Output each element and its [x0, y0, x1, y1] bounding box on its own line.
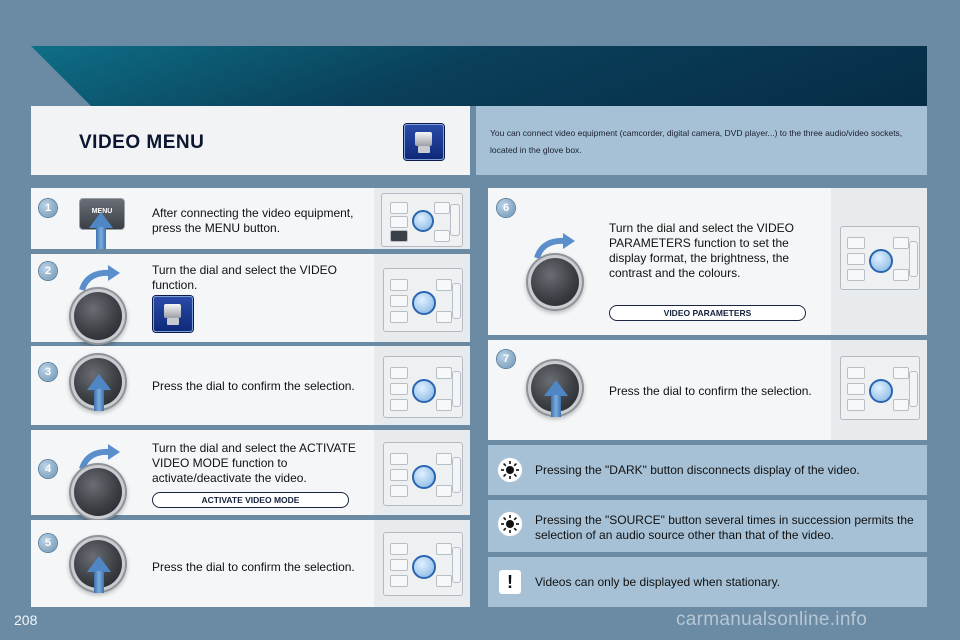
dial-knob [74, 468, 122, 516]
page-number: 208 [14, 612, 38, 628]
step-7-badge: 7 [497, 350, 515, 368]
step-2-badge: 2 [39, 262, 57, 280]
control-panel [840, 356, 920, 420]
turn-arrow-icon [78, 443, 122, 471]
step-3-badge: 3 [39, 363, 57, 381]
sun-icon [498, 512, 522, 536]
note-stationary [488, 557, 927, 607]
note-dark-text: Pressing the "DARK" button disconnects display of the video. [535, 463, 860, 477]
dial-knob [531, 258, 579, 306]
turn-arrow-icon [78, 264, 122, 292]
step-7-text: Press the dial to confirm the selection. [609, 384, 812, 398]
banner-corner [31, 46, 91, 106]
menu-button-illustration: MENU [79, 198, 125, 230]
control-panel [383, 268, 463, 332]
watermark: carmanualsonline.info [676, 609, 868, 630]
sun-icon [498, 458, 522, 482]
step-6-text: Turn the dial and select the VIDEO PARAMETERS function to set the display format, the brightness, the contrast and the colours. [609, 221, 794, 280]
step-1-badge: 1 [39, 199, 57, 217]
page-title: VIDEO MENU [79, 132, 205, 153]
title-box [31, 106, 470, 175]
intro-box [476, 106, 927, 175]
note-dark [488, 445, 927, 495]
step-5-badge: 5 [39, 534, 57, 552]
control-panel [383, 356, 463, 418]
step-5-text: Press the dial to confirm the selection. [152, 560, 355, 574]
step-4-badge: 4 [39, 460, 57, 478]
video-parameters-label: VIDEO PARAMETERS [609, 305, 806, 321]
control-panel [383, 442, 463, 506]
step-2-text: Turn the dial and select the VIDEO function. [152, 263, 337, 292]
turn-arrow-icon [533, 232, 577, 260]
step-4-text: Turn the dial and select the ACTIVATE VIDEO MODE function to activate/deactivate the video. [152, 441, 356, 485]
step-1-text: After connecting the video equipment, press the MENU button. [152, 206, 354, 235]
control-panel [383, 532, 463, 596]
video-camera-icon [404, 124, 444, 160]
note-source [488, 500, 927, 552]
control-panel [381, 193, 463, 247]
step-6-badge: 6 [497, 199, 515, 217]
intro-text: You can connect video equipment (camcorder, digital camera, DVD player...) to the three audio/video sockets, located in the glove box. [490, 128, 903, 155]
dial-knob [74, 292, 122, 340]
note-source-text: Pressing the "SOURCE" button several times in succession permits the selection of an audio source other than that of the video. [535, 513, 914, 542]
control-panel [840, 226, 920, 290]
header-banner [31, 46, 927, 106]
note-stationary-text: Videos can only be displayed when stationary. [535, 575, 781, 589]
video-camera-icon [153, 296, 193, 332]
exclamation-icon: ! [499, 570, 521, 594]
activate-video-mode-label: ACTIVATE VIDEO MODE [152, 492, 349, 508]
step-3-text: Press the dial to confirm the selection. [152, 379, 355, 393]
